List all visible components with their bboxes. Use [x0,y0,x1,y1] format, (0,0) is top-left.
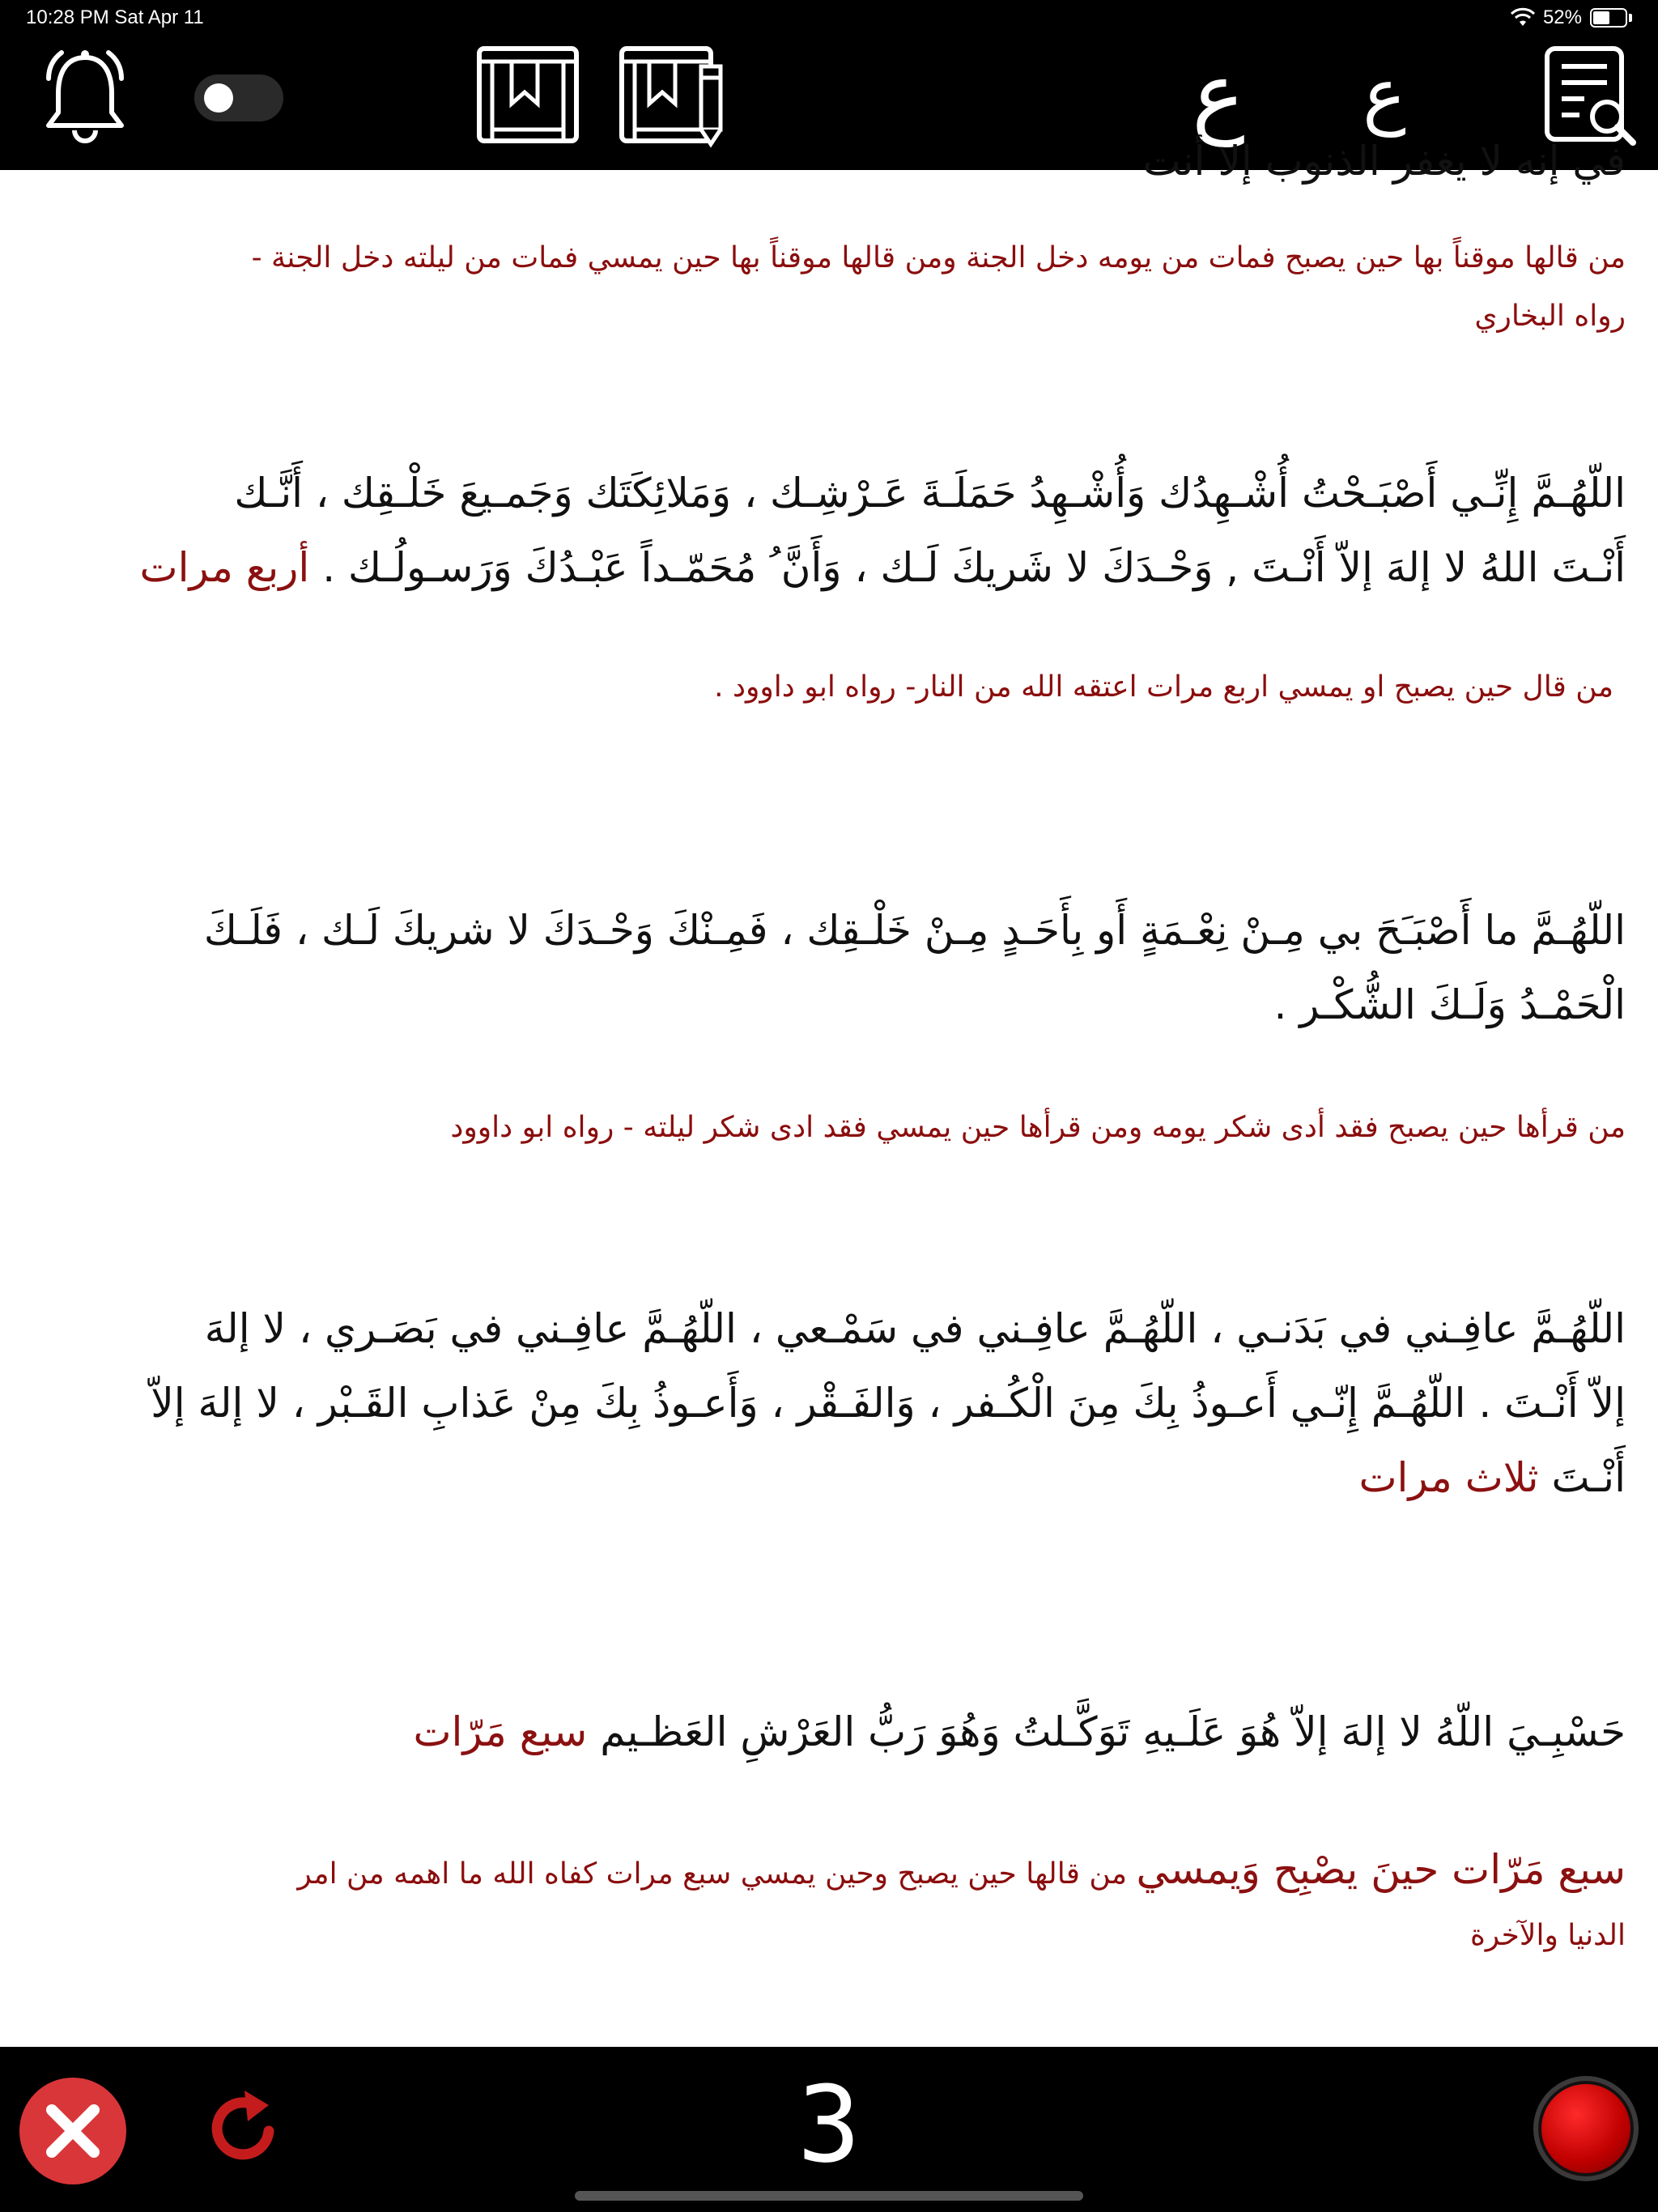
bell-icon-svg [40,46,130,143]
close-icon[interactable] [19,2078,126,2184]
home-indicator[interactable] [575,2191,1083,2201]
wifi-icon [1511,8,1535,28]
virtue-note [32,1846,1626,1893]
cut-off-line: في إنه لا يغفر الذنوب إلا أنت [1142,138,1626,185]
repeat-counter: 3 [797,2063,861,2186]
dua-line: الْحَمْـدُ وَلَـكَ الشُّكْـر . [1273,981,1626,1028]
repeat-count: ثلاث مرات [1358,1454,1539,1501]
toggle-knob [204,83,233,113]
font-small-icon[interactable]: ع [1363,52,1406,138]
battery-icon [1590,8,1627,28]
theme-toggle[interactable] [194,74,283,121]
adhkar-content[interactable] [0,138,1658,2047]
status-bar [0,0,1658,39]
dua-text: أَنْـتَ اللهُ لا إلهَ إلاّ أَنْـتَ , وَحْـدَكَ لا شَريكَ لَـك ، وَأَنَّ ُ مُحَمّـداً عَبْـدُكَ وَرَسـولُـك . [322,544,1626,591]
dua-line: اللّهُـمَّ ما أَصْبَـَحَ بي مِـنْ نِعْـمَةٍ أَو بِأَحَـدٍ مِـنْ خَلْـقِك ، فَمِـنْكَ وَحْـدَكَ لا شريكَ لَـك ، فَلَـكَ [203,907,1626,954]
book-bookmark-edit-icon[interactable] [614,42,735,147]
dua-text: حَسْبِـيَ اللّهُ لا إلهَ إلاّ هُوَ عَلَـيهِ تَوَكَّـلتُ وَهُوَ رَبُّ العَرْشِ العَظـيم [600,1708,1626,1755]
dua-line [32,1708,1626,1755]
dua-line [32,544,1626,591]
virtue-note: رواه البخاري [1474,300,1626,333]
dua-line [32,1454,1626,1501]
list-search-icon-svg [1539,42,1639,147]
font-large-icon[interactable]: ع [1192,43,1245,147]
dua-line: اللّهُـمَّ إِنِّـي أَصْبَـحْتُ أُشْـهِدُك وَأُشْـهِدُ حَمَلَـةَ عَـرْشِـك ، وَمَلائِكَتَك وَجَمـيعَ خَلْـقِك ، أَنَّـك [234,470,1626,517]
battery-indicator [1511,6,1632,29]
record-button[interactable] [1533,2076,1639,2181]
book-bookmark-icon-svg [473,42,583,147]
repeat-count: سبع مَرّات [413,1708,588,1755]
note-text: من قالها حين يصبح وحين يمسي سبع مرات كفاه الله ما اهمه من امر [297,1857,1128,1891]
bell-icon[interactable] [32,42,138,147]
refresh-icon[interactable] [201,2082,290,2172]
virtue-note: من قالها موقناً بها حين يصبح فمات من يومه دخل الجنة ومن قالها موقناً بها حين يمسي فمات من ليلته دخل الجنة - [251,241,1626,274]
book-bookmark-edit-icon-svg [615,42,733,147]
repeat-count: أربع مرات [139,544,310,591]
battery-percent: 52% [1542,6,1582,28]
close-icon-svg [40,2099,105,2163]
dua-line: إلاّ أَنْـتَ . اللّهُـمَّ إِنّـي أَعـوذُ بِكَ مِنَ الْكُـفر ، وَالفَـقْر ، وَأَعـوذُ بِكَ مِنْ عَذابِ القَـبْر ، لا إلهَ إلاّ [151,1380,1626,1427]
bottom-bar [0,2047,1658,2212]
repeat-count-note: سبع مَرّات حينَ يصْبِح وَيمسي [1136,1846,1626,1893]
dua-text: أَنْـتَ [1551,1454,1626,1501]
virtue-note: الدنيا والآخرة [1469,1919,1626,1952]
virtue-note: من قرأها حين يصبح فقد أدى شكر يومه ومن قرأها حين يمسي فقد ادى شكر ليلته - رواه ابو داوود [450,1111,1626,1144]
refresh-icon-svg [201,2082,290,2172]
status-time: 10:28 PM Sat Apr 11 [26,6,204,28]
book-bookmark-icon[interactable] [471,42,585,147]
virtue-note: من قال حين يصبح او يمسي اربع مرات اعتقه الله من النار- رواه ابو داوود . [714,670,1613,704]
dua-line: اللّهُـمَّ عافِـني في بَدَنـي ، اللّهُـمَّ عافِـني في سَمْـعي ، اللّهُـمَّ عافِـني في بَصَـري ، لا إلهَ [204,1305,1626,1352]
list-search-icon[interactable] [1537,42,1642,147]
